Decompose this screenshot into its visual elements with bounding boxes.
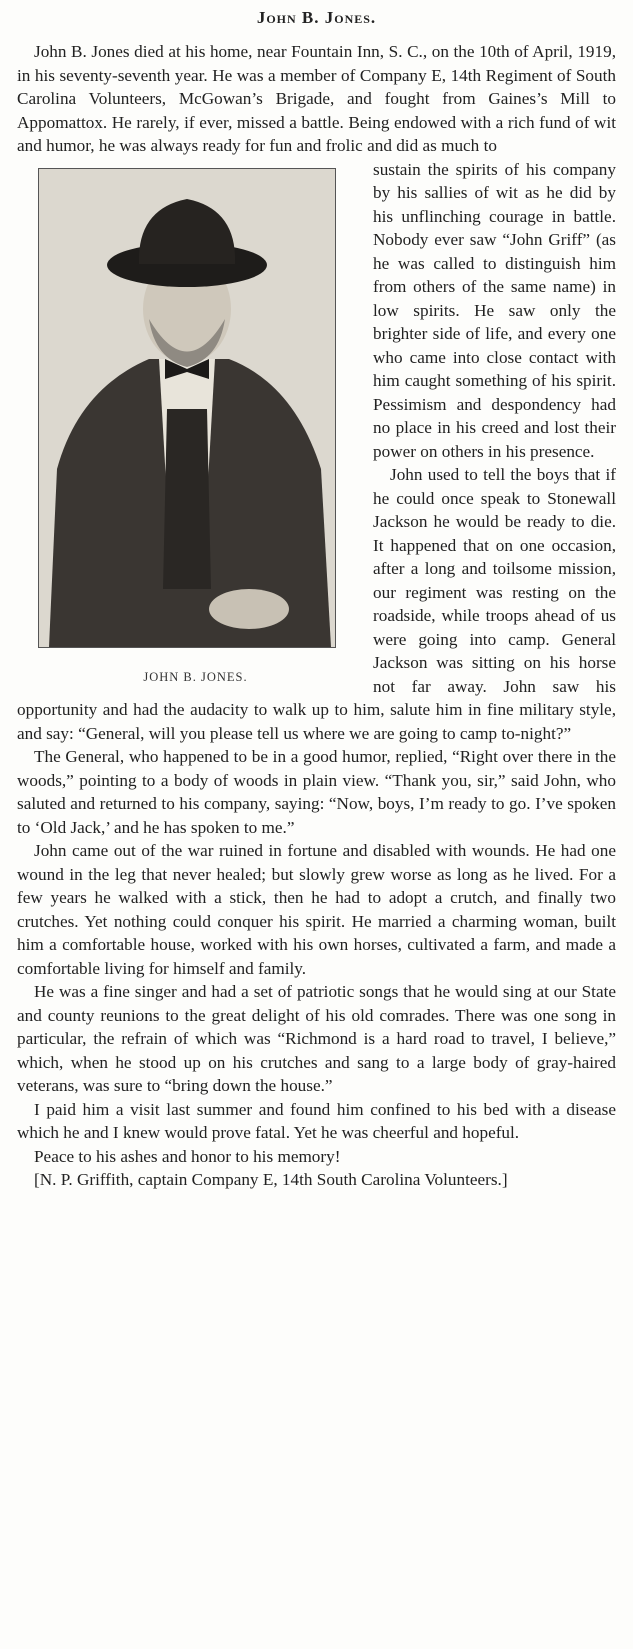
paragraph-3: The General, who happened to be in a good humor, replied, “Right over there in the woods,” pointing to a body of woods in plain view. “Thank you, sir,” said John, who saluted and returned to his company, saying: “Now, boys, I’m ready to go. I’ve spoken to ‘Old Jack,’ and he has spoken to me.” — [17, 747, 616, 837]
paragraph-1-lead: John B. Jones died at his home, near Fountain Inn, S. C., on the 10th of April, 1919, in his seventy-seventh year. He was a member of Company E, 14th Regiment of South Carolina Volunteers, McGowan’s Brigade, and fought from Gaines’s Mill to Appomattox. He rarely, if ever, missed a battle. Being endowed with a rich fund of wit and humor, he was always ready for fun and frolic and did as much to — [17, 42, 616, 155]
paragraph-7: Peace to his ashes and honor to his memory! — [34, 1146, 341, 1166]
portrait-caption: JOHN B. JONES. — [143, 669, 248, 684]
article-title: John B. Jones. — [256, 8, 377, 27]
paragraph-4: John came out of the war ruined in fortune and disabled with wounds. He had one wound in the leg that never healed; but slowly grew worse as long as he lived. For a few years he walked with a stick, then he had to adopt a crutch, and finally two crutches. Yet nothing could conquer his spirit. He married a charming woman, built him a comfortable house, worked with his own horses, cultivated a farm, and made a comfortable living for himself and family. — [17, 841, 616, 978]
paragraph-1-rest: sustain the spirits of his company by his sallies of wit as he did by his unflinching courage in battle. Nobody ever saw “John Griff” (as he was called to distinguish him from others of the same name) in low spirits. He saw only the brighter side of life, and every one who came into close contact with him caught something of his spirit. Pessimism and despondency had no place in his creed and lost their power on others in his presence. — [373, 159, 616, 461]
portrait-photo — [38, 168, 336, 648]
signature-note: [N. P. Griffith, captain Company E, 14th South Carolina Volunteers.] — [34, 1170, 508, 1189]
portrait-figure — [38, 168, 353, 685]
paragraph-6: I paid him a visit last summer and found him confined to his bed with a disease which he and I knew would prove fatal. Yet he was cheerful and hopeful. — [17, 1099, 616, 1142]
paragraph-2: John used to tell the boys that if he could once speak to Stonewall Jackson he would be ready to die. It happened that on one occasion, after a long and toilsome mission, our regiment was resting on the roadside, while troops ahead of us were going into camp. General Jackson was sitting on his horse not far away. John saw his opportunity and had the audacity to walk up to him, salute him in fine military style, and say: “General, will you please tell us where we are going to camp to-night?” — [17, 465, 616, 743]
paragraph-5: He was a fine singer and had a set of patriotic songs that he would sing at our State and county reunions to the great delight of his old comrades. There was one song in particular, the refrain of which was “Richmond is a hard road to travel, I believe,” which, when he stood up on his crutches and sang to a large body of gray-haired veterans, was sure to “bring down the house.” — [17, 982, 616, 1095]
portrait-image — [39, 169, 335, 647]
